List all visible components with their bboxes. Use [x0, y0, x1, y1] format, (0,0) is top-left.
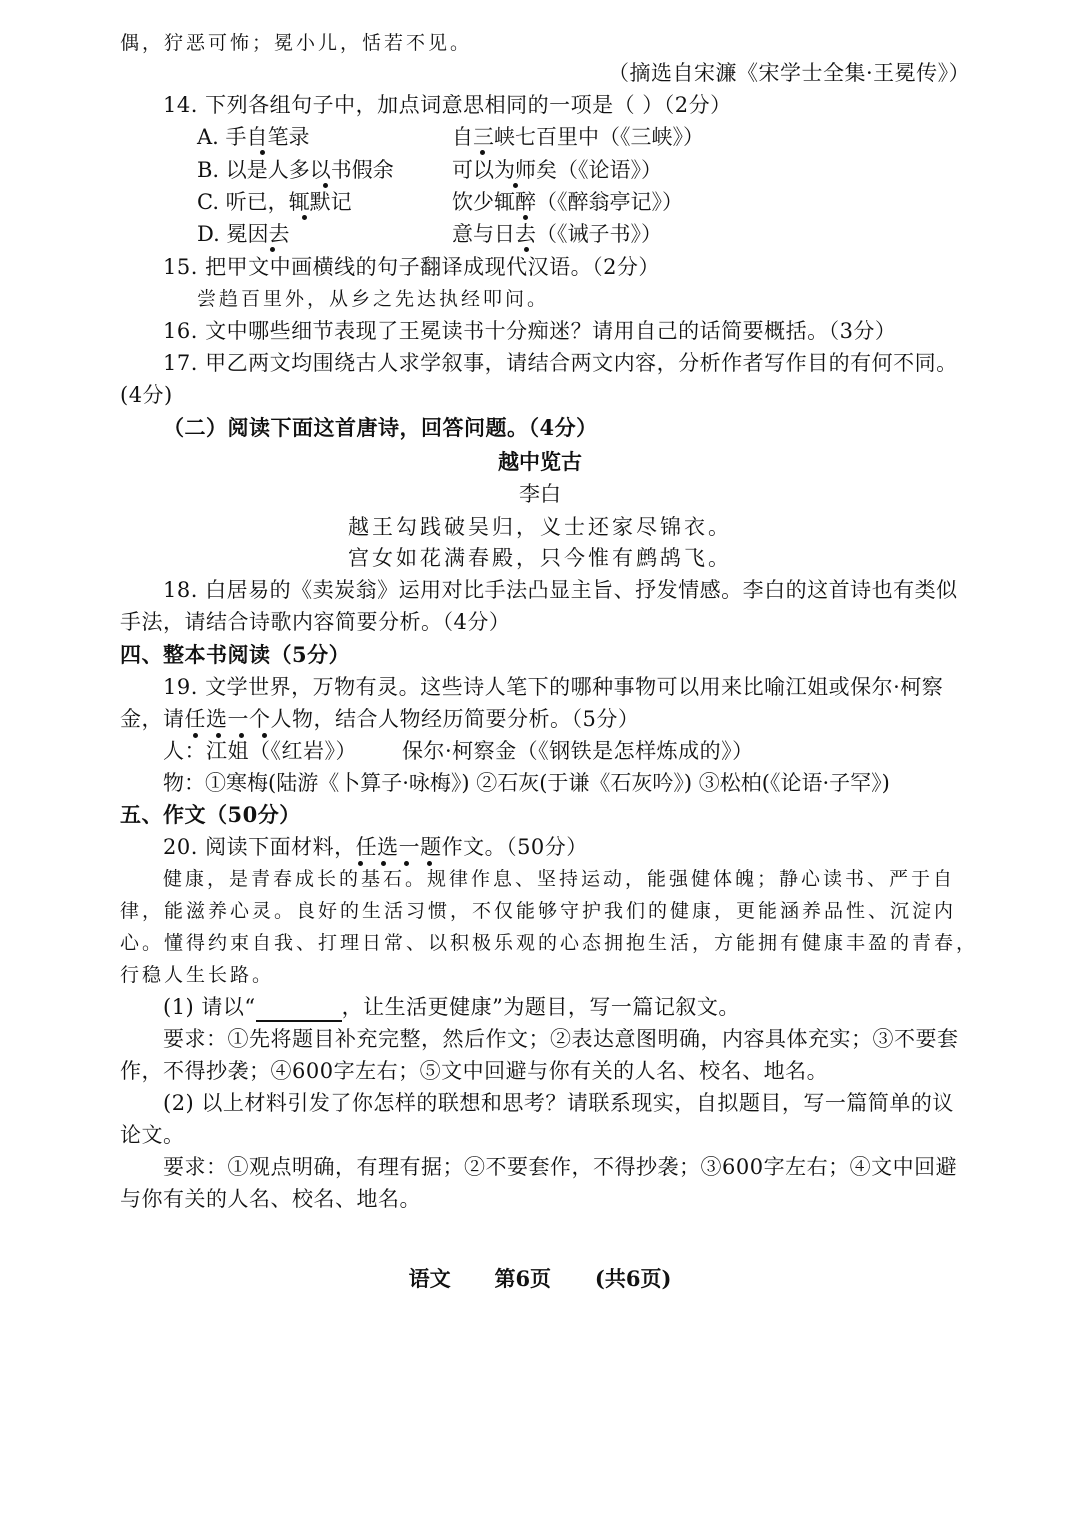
emphasis-dot: [260, 150, 265, 155]
option-b-right: 可以为师矣（《论语》）: [452, 158, 662, 182]
poem-line-2: 宫女如花满春殿，只今惟有鹧鸪飞。: [348, 546, 732, 570]
question-19-people-a: 人：江姐（《红岩》）: [163, 739, 357, 763]
essay-option-1-req-cont: 作，不得抄袭；④600字左右；⑤文中回避与你有关的人名、校名、地名。: [120, 1059, 829, 1083]
question-19: 19. 文学世界，万物有灵。这些诗人笔下的哪种事物可以用来比喻江姐或保尔·柯察: [163, 675, 944, 699]
option-a-left: A. 手自笔录: [197, 125, 310, 149]
emphasis-dot: [513, 183, 518, 188]
essay-option-2-req-cont: 与你有关的人名、校名、地名。: [120, 1187, 421, 1211]
poem-author: 李白: [519, 482, 561, 506]
section-heading-poem: （二）阅读下面这首唐诗，回答问题。（4分）: [163, 415, 598, 440]
poem-line-1: 越王勾践破吴归，义士还家尽锦衣。: [348, 515, 732, 539]
question-20: 20. 阅读下面材料，任选一题作文。（50分）: [163, 835, 588, 859]
essay-option-2: (2) 以上材料引发了你怎样的联想和思考？请联系现实，自拟题目，写一篇简单的议: [163, 1091, 954, 1115]
emphasis-dot: [523, 215, 528, 220]
section-heading-essay: 五、作文（50分）: [120, 802, 301, 827]
emphasis-dot: [480, 150, 485, 155]
poem-title: 越中览古: [498, 449, 582, 474]
material-line-3: 心。懂得约束自我、打理日常、以积极乐观的心态拥抱生活，方能拥有健康丰盈的青春，: [120, 932, 979, 954]
question-18: 18. 白居易的《卖炭翁》运用对比手法凸显主旨、抒发情感。李白的这首诗也有类似: [163, 578, 958, 602]
option-b-left: B. 以是人多以书假余: [197, 158, 394, 182]
section-heading-book: 四、整本书阅读（5分）: [120, 642, 351, 667]
passage-source: （摘选自宋濂《宋学士全集·王冕传》）: [608, 61, 971, 85]
question-15-sentence: 尝趋百里外，从乡之先达执经叩问。: [197, 288, 550, 310]
emphasis-dot: [302, 215, 307, 220]
essay-option-1-end: ，让生活更健康”为题目，写一篇记叙文。: [341, 995, 740, 1019]
material-line-4: 行稳人生长路。: [120, 964, 275, 986]
question-19-things: 物：①寒梅(陆游《卜算子·咏梅》) ②石灰(于谦《石灰吟》) ③松柏(《论语·子罕》): [163, 771, 890, 795]
essay-option-2-req: 要求：①观点明确，有理有据；②不要套作，不得抄袭；③600字左右；④文中回避: [163, 1155, 958, 1179]
essay-option-1-req: 要求：①先将题目补充完整，然后作文；②表达意图明确，内容具体充实；③不要套: [163, 1027, 959, 1051]
question-16: 16. 文中哪些细节表现了王冕读书十分痴迷？请用自己的话简要概括。（3分）: [163, 319, 897, 343]
question-17: 17. 甲乙两文均围绕古人求学叙事，请结合两文内容，分析作者写作目的有何不同。: [163, 351, 958, 375]
question-19-people-b: 保尔·柯察金（《钢铁是怎样炼成的》）: [402, 739, 754, 763]
material-line-2: 律，能滋养心灵。良好的生活习惯，不仅能够守护我们的健康，更能涵养品性、沉淀内: [120, 900, 957, 922]
page-footer: 语文 第6页 (共6页): [408, 1266, 672, 1291]
passage-end-line: 偶，狞恶可怖；冕小儿，恬若不见。: [120, 32, 473, 54]
essay-option-2-cont: 论文。: [120, 1123, 185, 1147]
question-14: 14. 下列各组句子中，加点词意思相同的一项是（ ）（2分）: [163, 93, 732, 117]
option-c-right: 饮少辄醉（《醉翁亭记》）: [452, 190, 683, 214]
question-18-cont: 手法，请结合诗歌内容简要分析。（4分）: [120, 610, 511, 634]
option-d-right: 意与日去（《诫子书》）: [452, 222, 662, 246]
emphasis-dot: [323, 183, 328, 188]
essay-option-1: [163, 992, 740, 1022]
question-17-score: (4分): [120, 383, 173, 407]
option-c-left: C. 听已，辄默记: [197, 190, 352, 214]
essay-option-1-start: (1) 请以“: [163, 995, 256, 1019]
question-19-cont: 金，请任选一个人物，结合人物经历简要分析。（5分）: [120, 707, 640, 731]
material-line-1: 健康，是青春成长的基石。规律作息、坚持运动，能强健体魄；静心读书、严于自: [163, 868, 956, 890]
option-d-left: D. 冕因去: [197, 222, 290, 246]
question-15: 15. 把甲文中画横线的句子翻译成现代汉语。（2分）: [163, 255, 660, 279]
option-a-right: 自三峡七百里中（《三峡》）: [452, 125, 704, 149]
title-blank: [256, 1000, 342, 1022]
